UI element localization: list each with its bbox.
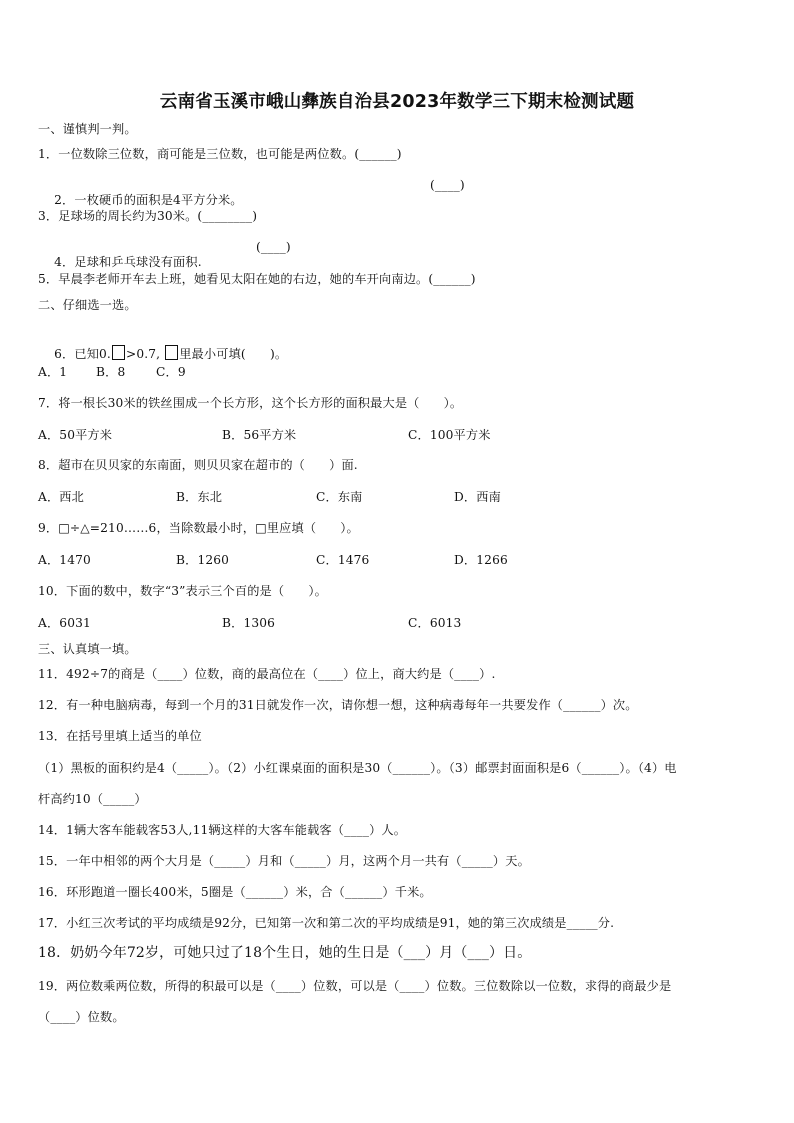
question-3: 3．足球场的周长约为30米。(________) <box>38 209 258 223</box>
option-a: A．1470 <box>38 553 91 567</box>
option-b: B．1260 <box>176 553 230 567</box>
question-15: 15．一年中相邻的两个大月是（_____）月和（_____）月，这两个月一共有（_____）天。 <box>38 854 530 868</box>
section-heading-2: 二、仔细选一选。 <box>38 298 137 312</box>
option-a: A．1 <box>38 365 68 379</box>
blank-box-icon <box>112 345 125 360</box>
question-6-mid: >0.7, <box>125 347 161 361</box>
option-c: C．6013 <box>408 616 462 630</box>
question-9: 9．□÷△=210……6，当除数最小时，□里应填（ ）。 <box>38 521 359 535</box>
option-c: C．9 <box>156 365 186 379</box>
option-b: B．1306 <box>222 616 276 630</box>
question-2-text: 2．一枚硬币的面积是4平方分米。 <box>54 193 243 207</box>
question-7: 7．将一根长30米的铁丝围成一个长方形，这个长方形的面积最大是（ ）。 <box>38 396 463 410</box>
option-b: B．56平方米 <box>222 428 297 442</box>
option-d: D．西南 <box>454 490 501 504</box>
page-title: 云南省玉溪市峨山彝族自治县2023年数学三下期末检测试题 <box>159 92 635 112</box>
option-a: A．西北 <box>38 490 84 504</box>
question-13: 13．在括号里填上适当的单位 <box>38 729 202 743</box>
question-2-answer-blank: (____) <box>430 178 465 192</box>
option-c: C．1476 <box>316 553 370 567</box>
question-12: 12．有一种电脑病毒，每到一个月的31日就发作一次，请你想一想，这种病毒每年一共要发作（______）次。 <box>38 698 638 712</box>
option-b: B．东北 <box>176 490 223 504</box>
question-5: 5．早晨李老师开车去上班，她看见太阳在她的右边，她的车开向南边。(______) <box>38 272 476 286</box>
question-11: 11．492÷7的商是（____）位数，商的最高位在（____）位上，商大约是（____）. <box>38 667 496 681</box>
blank-box-icon <box>165 345 178 360</box>
question-19-line-2: （____）位数。 <box>38 1010 125 1024</box>
question-6-pre: 6．已知0. <box>54 347 111 361</box>
question-13-line-2: 杆高约10（_____） <box>38 792 147 806</box>
question-17: 17．小红三次考试的平均成绩是92分，已知第一次和第二次的平均成绩是91，她的第三次成绩是_____分. <box>38 916 615 930</box>
option-c: C．东南 <box>316 490 363 504</box>
question-14: 14．1辆大客车能载客53人,11辆这样的大客车能载客（____）人。 <box>38 823 407 837</box>
question-2 <box>38 178 465 238</box>
option-d: D．1266 <box>454 553 508 567</box>
question-19-line-1: 19．两位数乘两位数，所得的积最可以是（____）位数，可以是（____）位数。三位数除以一位数，求得的商最少是 <box>38 979 672 993</box>
question-1: 1．一位数除三位数，商可能是三位数，也可能是两位数。(______) <box>38 147 402 161</box>
section-heading-1: 一、谨慎判一判。 <box>38 122 137 136</box>
question-8: 8．超市在贝贝家的东南面，则贝贝家在超市的（ ）面. <box>38 458 358 472</box>
question-4-answer-blank: (____) <box>256 240 291 254</box>
question-18: 18．奶奶今年72岁，可她只过了18个生日，她的生日是（___）月（___）日。 <box>38 945 532 961</box>
option-c: C．100平方米 <box>408 428 491 442</box>
section-heading-3: 三、认真填一填。 <box>38 642 137 656</box>
option-a: A．50平方米 <box>38 428 113 442</box>
option-a: A．6031 <box>38 616 91 630</box>
question-6-post: 里最小可填( )。 <box>179 347 288 361</box>
option-b: B．8 <box>96 365 126 379</box>
question-4-text: 4．足球和乒乓球没有面积. <box>54 255 202 269</box>
question-16: 16．环形跑道一圈长400米，5圈是（______）米，合（______）千米。 <box>38 885 432 899</box>
question-13-line-1: （1）黑板的面积约是4（_____）。（2）小红课桌面的面积是30（______）。（3）邮票封面面积是6（______）。（4）电 <box>38 761 677 775</box>
question-10: 10．下面的数中，数字“3”表示三个百的是（ ）。 <box>38 584 327 598</box>
